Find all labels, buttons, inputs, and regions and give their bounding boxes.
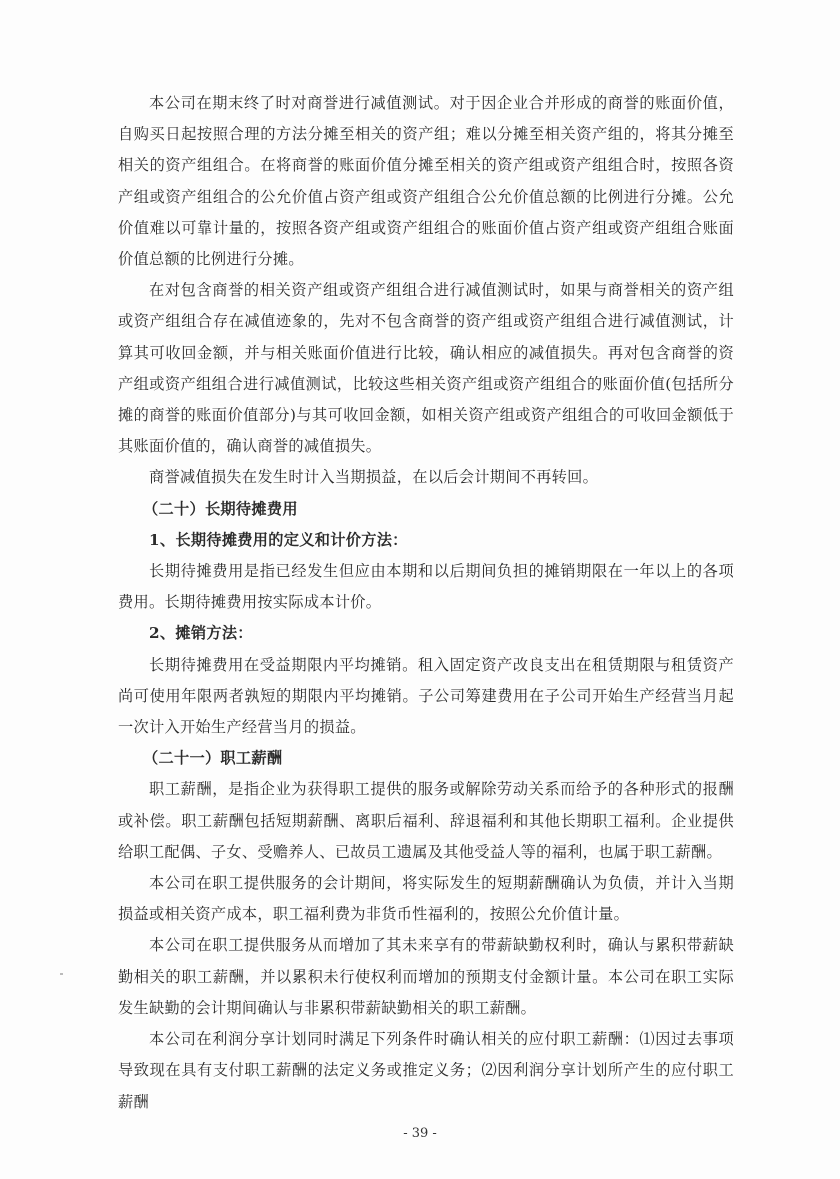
paragraph-goodwill-loss: 商誉减值损失在发生时计入当期损益，在以后会计期间不再转回。: [149, 468, 599, 487]
scan-artifact: [60, 973, 63, 975]
paragraph-paid-absence: 本公司在职工提供服务从而增加了其未来享有的带薪缺勤权利时，确认与累积带薪缺勤相关的职工薪酬，并以累积未行使权利而增加的预期支付金额计量。本公司在职工实际发生缺勤的会计期间确认与非累积带薪缺勤相关的职工薪酬。: [118, 936, 734, 1017]
paragraph-amortization: 长期待摊费用在受益期限内平均摊销。租入固定资产改良支出在租赁期限与租赁资产尚可使用年限两者孰短的期限内平均摊销。子公司筹建费用在子公司开始生产经营当月起一次计入开始生产经营当月的损益。: [118, 655, 734, 737]
paragraph-goodwill-impairment-procedure: 在对包含商誉的相关资产组或资产组组合进行减值测试时，如果与商誉相关的资产组或资产组组合存在减值迹象的，先对不包含商誉的资产组或资产组组合进行减值测试，计算其可收回金额，并与相关账面价值进行比较，确认相应的减值损失。再对包含商誉的资产组或资产组组合进行减值测试，比较这些相关资产组或资产组组合的账面价值(包括所分摊的商誉的账面价值部分)与其可收回金额，如相关资产组或资产组组合的可收回金额低于其账面价值的，确认商誉的减值损失。: [118, 281, 734, 456]
paragraph-definition: 长期待摊费用是指已经发生但应由本期和以后期间负担的摊销期限在一年以上的各项费用。长期待摊费用按实际成本计价。: [118, 562, 734, 612]
section-heading-employee-compensation: （二十一）职工薪酬: [143, 749, 283, 768]
paragraph-compensation-definition: 职工薪酬，是指企业为获得职工提供的服务或解除劳动关系而给予的各种形式的报酬或补偿。职工薪酬包括短期薪酬、离职后福利、辞退福利和其他长期职工福利。企业提供给职工配偶、子女、受赡养人、已故员工遗属及其他受益人等的福利，也属于职工薪酬。: [118, 780, 734, 861]
subheading-amortization: 2、摊销方法：: [149, 624, 253, 643]
paragraph-goodwill-test: 本公司在期末终了时对商誉进行减值测试。对于因企业合并形成的商誉的账面价值，自购买日起按照合理的方法分摊至相关的资产组；难以分摊至相关资产组的，将其分摊至相关的资产组组合。在将商誉的账面价值分摊至相关的资产组或资产组组合时，按照各资产组或资产组组合的公允价值占资产组或资产组组合公允价值总额的比例进行分摊。公允价值难以可靠计量的，按照各资产组或资产组组合的账面价值占资产组或资产组组合账面价值总额的比例进行分摊。: [118, 94, 734, 269]
paragraph-profit-sharing: 本公司在利润分享计划同时满足下列条件时确认相关的应付职工薪酬：⑴因过去事项导致现在具有支付职工薪酬的法定义务或推定义务；⑵因利润分享计划所产生的应付职工薪酬: [118, 1030, 734, 1111]
subheading-definition: 1、长期待摊费用的定义和计价方法：: [149, 530, 408, 549]
section-heading-long-term-prepaid: （二十）长期待摊费用: [143, 499, 298, 518]
page-number: - 39 -: [403, 1126, 437, 1141]
paragraph-short-term-compensation: 本公司在职工提供服务的会计期间，将实际发生的短期薪酬确认为负债，并计入当期损益或相关资产成本，职工福利费为非货币性福利的，按照公允价值计量。: [118, 874, 734, 924]
